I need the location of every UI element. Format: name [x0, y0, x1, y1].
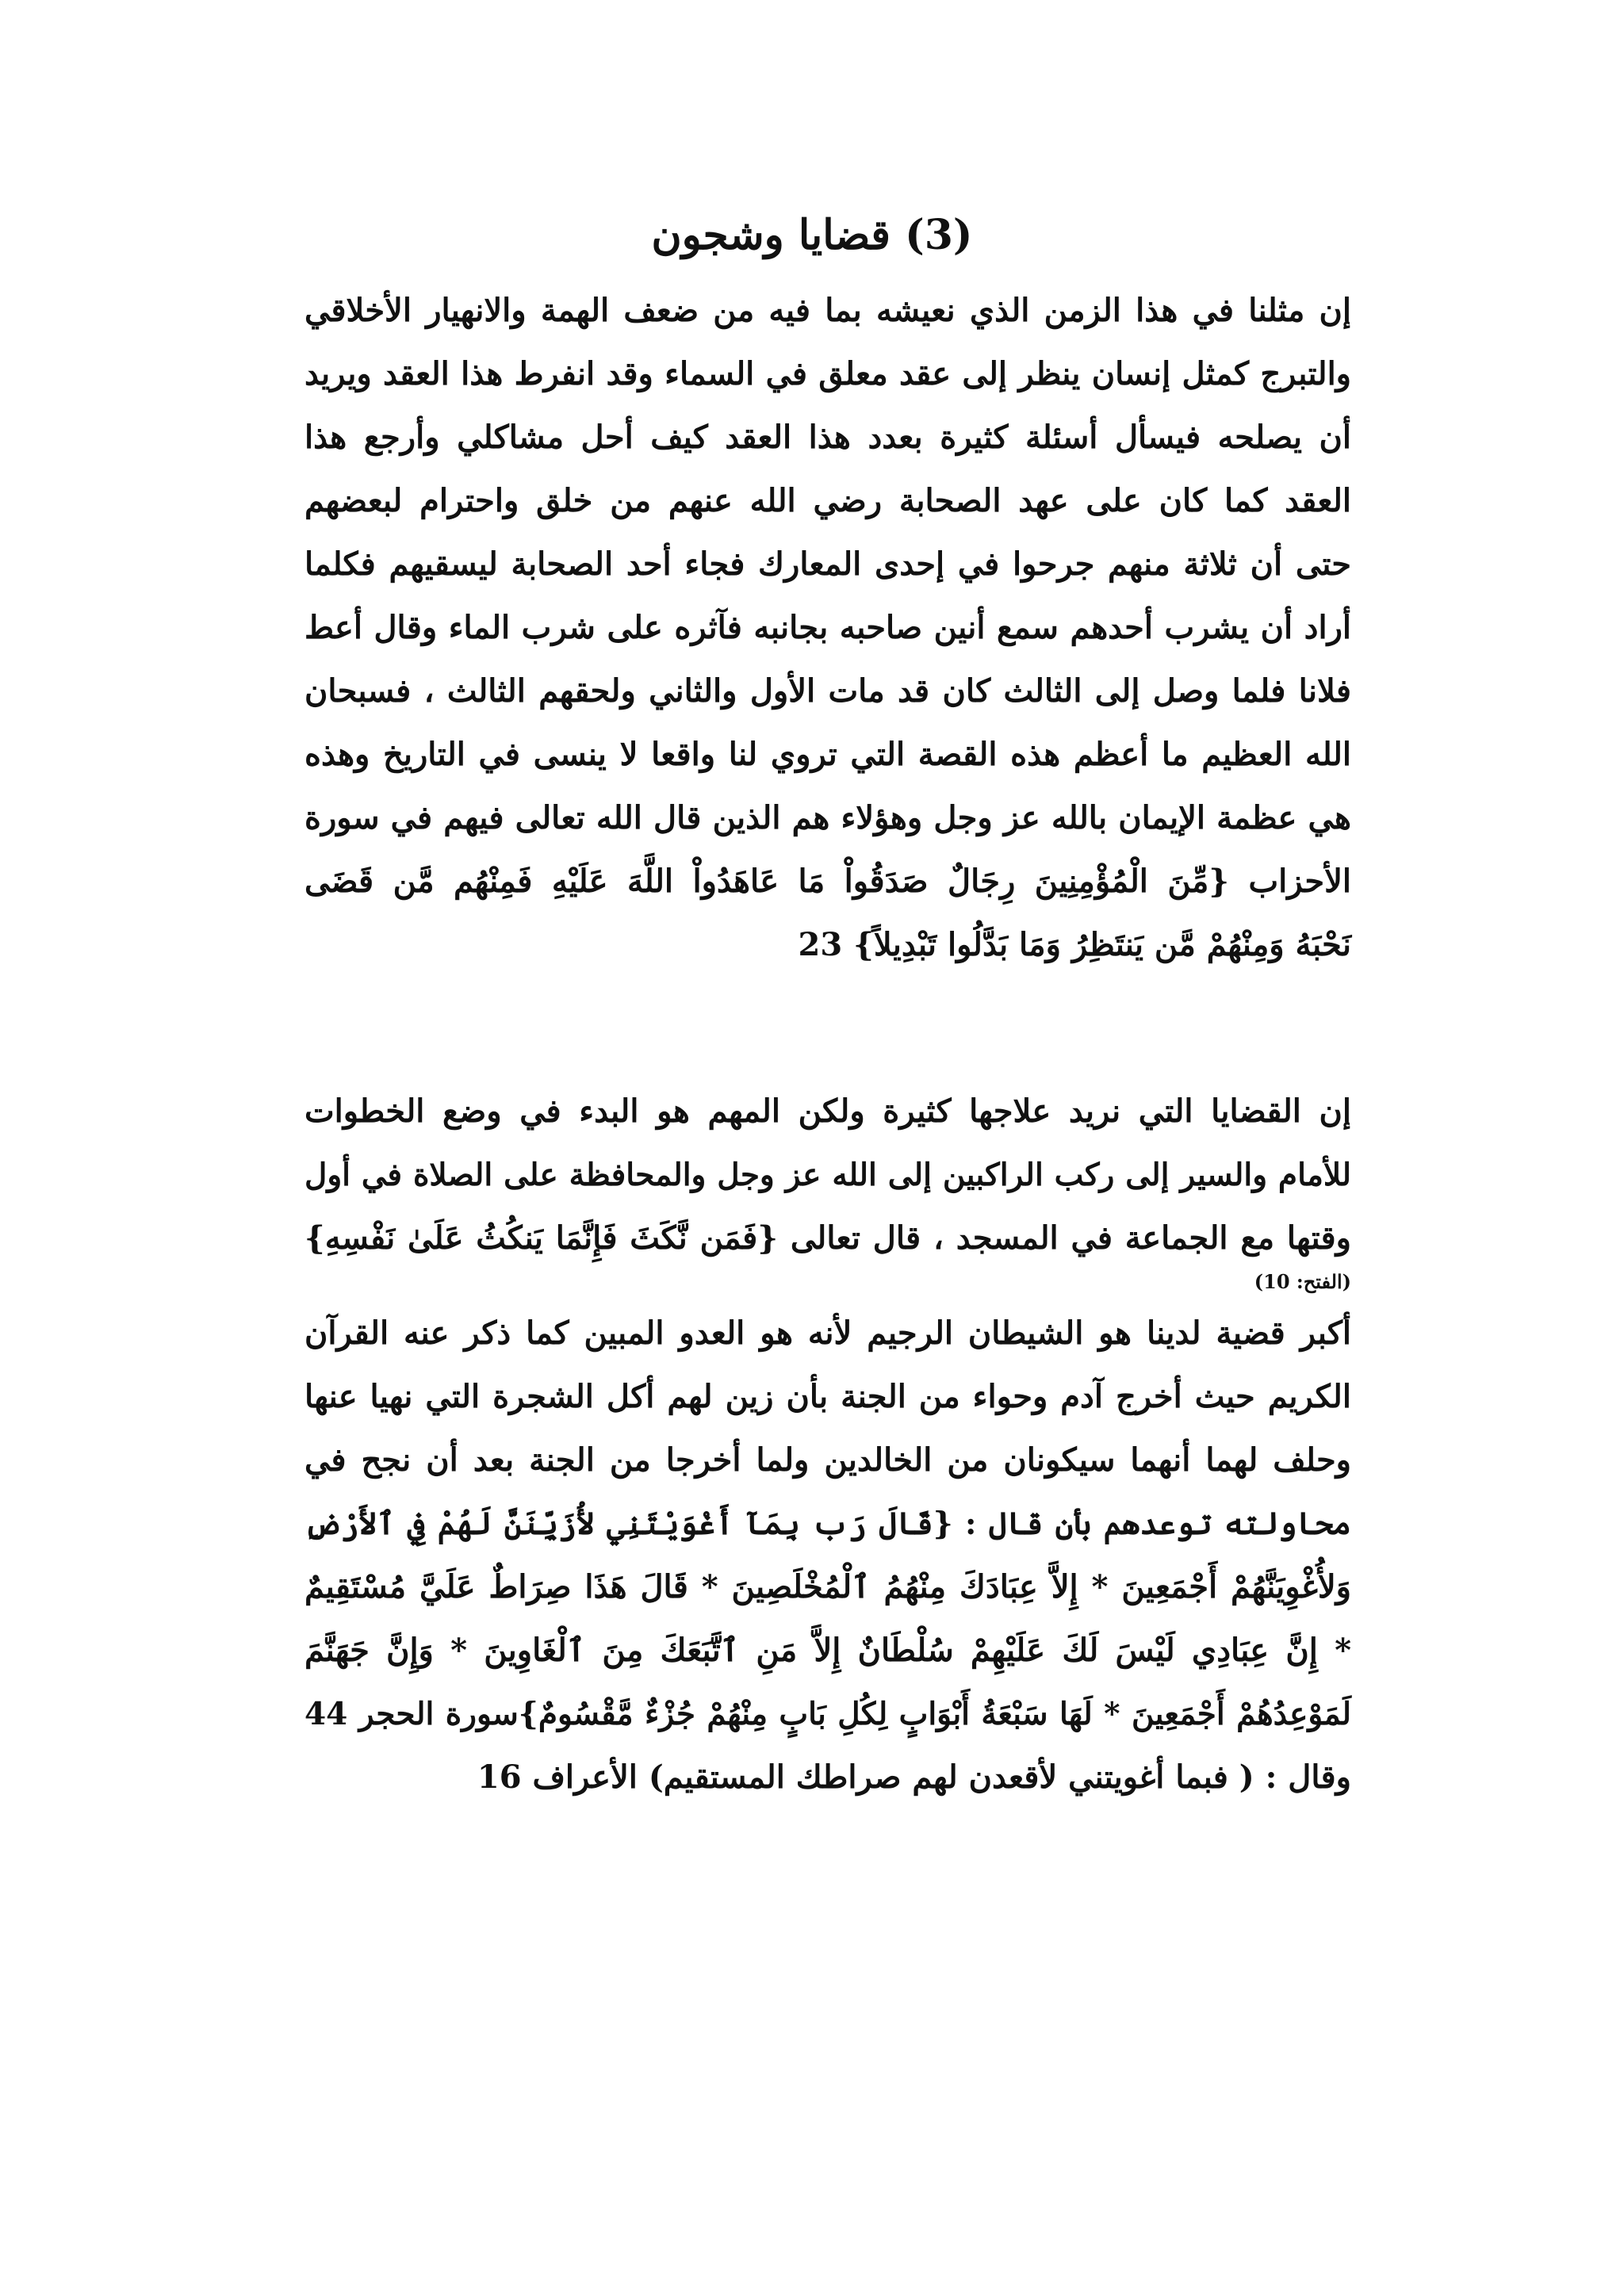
- quran-verse-line: وَلأُغْوِيَنَّهُمْ أَجْمَعِينَ * إِلاَّ عِبَادَكَ مِنْهُمُ ٱلْمُخْلَصِينَ * قَالَ هَذَا صِرَاطٌ عَلَيَّ مُسْتَقِيمٌ: [304, 1568, 1351, 1605]
- paragraph-line: هي عظمة الإيمان بالله عز وجل وهؤلاء هم الذين قال الله تعالى فيهم في سورة: [304, 799, 1351, 836]
- paragraph-line: للأمام والسير إلى ركب الراكبين إلى الله عز وجل والمحافظة على الصلاة في أول: [304, 1157, 1351, 1193]
- verse-reference: (الفتح: 10): [1254, 1270, 1351, 1293]
- quran-verse-line: لَمَوْعِدُهُمْ أَجْمَعِينَ * لَهَا سَبْعَةُ أَبْوَابٍ لِكُلِ بَابٍ مِنْهُمْ جُزْءٌ مَّقْسُومٌ}سورة الحجر 44: [304, 1696, 1351, 1732]
- paragraph-line: الله العظيم ما أعظم هذه القصة التي تروي لنا واقعا لا ينسى في التاريخ وهذه: [304, 736, 1351, 773]
- quran-verse-line: وقتها مع الجماعة في المسجد ، قال تعالى {فَمَن نَّكَثَ فَإِنَّمَا يَنكُثُ عَلَىٰ نَفْسِهِ}: [304, 1219, 1351, 1257]
- quran-verse-line: نَحْبَهُ وَمِنْهُمْ مَّن يَنتَظِرُ وَمَا بَدَّلُوا تَبْدِيلاً} 23: [798, 926, 1351, 963]
- paragraph-line: إن القضايا التي نريد علاجها كثيرة ولكن المهم هو البدء في وضع الخطوات: [304, 1093, 1351, 1130]
- paragraph-line: حتى أن ثلاثة منهم جرحوا في إحدى المعارك فجاء أحد الصحابة ليسقيهم فكلما: [304, 545, 1351, 583]
- paragraph-line: وقال : ( فبما أغويتني لأقعدن لهم صراطك المستقيم) الأعراف 16: [477, 1758, 1351, 1796]
- paragraph-line: العقد كما كان على عهد الصحابة رضي الله عنهم من خلق واحترام لبعضهم: [304, 482, 1351, 519]
- quran-verse-line: * إِنَّ عِبَادِي لَيْسَ لَكَ عَلَيْهِمْ سُلْطَانٌ إِلاَّ مَنِ ٱتَّبَعَكَ مِنَ ٱلْغَاوِينَ * وَإِنَّ جَهَنَّمَ: [304, 1632, 1351, 1669]
- quran-verse-line: محاولته توعدهم بأن قال : {قَالَ رَب بِمَآ أَغْوَيْتَنِي لأُزَيِّنَنَّ لَهُمْ فِي ٱلأَرْضِ: [304, 1506, 1351, 1542]
- paragraph-line: أكبر قضية لدينا هو الشيطان الرجيم لأنه هو العدو المبين كما ذكر عنه القرآن: [304, 1314, 1351, 1352]
- paragraph-line: أن يصلحه فيسأل أسئلة كثيرة بعدد هذا العقد كيف أحل مشاكلي وأرجع هذا: [304, 419, 1351, 456]
- page-title: (3) قضايا وشجون: [651, 211, 973, 259]
- paragraph-line: أراد أن يشرب أحدهم سمع أنين صاحبه بجانبه فآثره على شرب الماء وقال أعط: [304, 609, 1351, 646]
- quran-verse-line: الأحزاب {مِّنَ الْمُؤْمِنِينَ رِجَالٌ صَدَقُواْ مَا عَاهَدُواْ اللَّهَ عَلَيْهِ فَمِنْهُم مَّن قَضَى: [304, 863, 1351, 900]
- paragraph-line: إن مثلنا في هذا الزمن الذي نعيشه بما فيه من ضعف الهمة والانهيار الأخلاقي: [304, 292, 1351, 329]
- paragraph-line: فلانا فلما وصل إلى الثالث كان قد مات الأول والثاني ولحقهم الثالث ، فسبحان: [304, 672, 1351, 710]
- paragraph-line: وحلف لهما أنهما سيكونان من الخالدين ولما أخرجا من الجنة بعد أن نجح في: [304, 1441, 1351, 1479]
- paragraph-line: والتبرج كمثل إنسان ينظر إلى عقد معلق في السماء وقد انفرط هذا العقد ويريد: [304, 355, 1351, 392]
- paragraph-line: الكريم حيث أخرج آدم وحواء من الجنة بأن زين لهم أكل الشجرة التي نهيا عنها: [304, 1378, 1351, 1415]
